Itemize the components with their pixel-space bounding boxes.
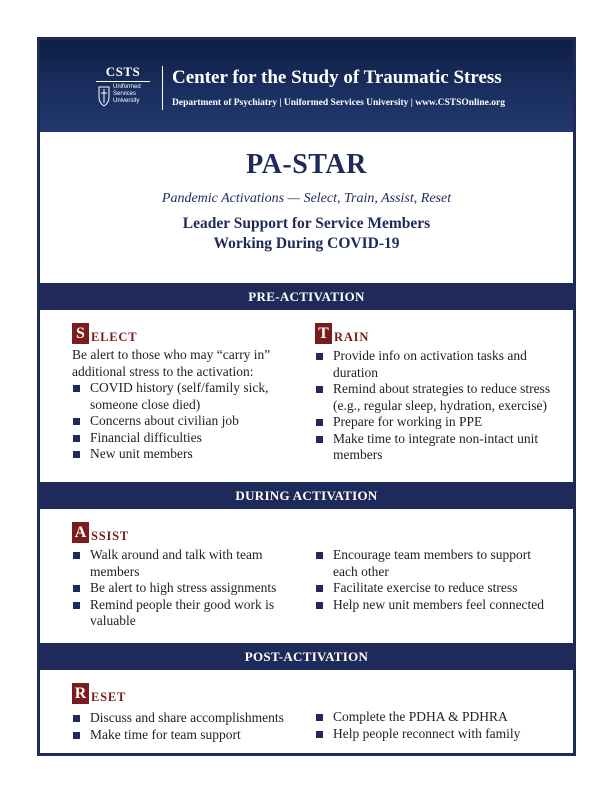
list-item: Prepare for working in PPE [315,414,553,431]
band-post-activation: POST-ACTIVATION [40,643,573,670]
assist-heading-rest: SSIST [91,529,130,543]
section-post-activation [40,670,573,753]
train-column [315,322,553,464]
band-during-activation: DURING ACTIVATION [40,482,573,509]
list-item: COVID history (self/family sick, someone close died) [72,380,287,413]
assist-initial: A [72,522,89,543]
flyer-frame [37,37,576,756]
train-heading [315,322,553,344]
list-item: Complete the PDHA & PDHRA [315,709,553,726]
list-item: Remind about strategies to reduce stress (e.g., regular sleep, hydration, exercise) [315,381,553,414]
train-list [315,348,553,464]
select-heading [72,322,287,344]
assist-heading [72,521,287,543]
train-heading-rest: RAIN [334,330,370,344]
list-item: Concerns about civilian job [72,413,287,430]
reset-column-right [315,709,553,742]
list-item: Walk around and talk with team members [72,547,287,580]
logo-text: CSTS [105,64,141,79]
reset-heading-rest: ESET [91,690,127,704]
reset-column-left [72,682,302,743]
org-title: Center for the Study of Traumatic Stress [172,67,502,88]
assist-list-right [315,547,553,613]
list-item: Discuss and share accomplishments [72,710,302,727]
band-pre-activation: PRE-ACTIVATION [40,283,573,310]
assist-list-left [72,547,287,630]
title-block [40,148,573,254]
list-item: Help new unit members feel connected [315,597,553,614]
list-item: Help people reconnect with family [315,726,553,743]
reset-heading [72,682,302,704]
assist-column-left [72,521,287,630]
select-column [72,322,287,463]
select-initial: S [72,323,89,344]
page-tagline: Leader Support for Service Members Working During COVID-19 [182,215,431,252]
select-heading-rest: ELECT [91,330,138,344]
usu-seal-icon [97,85,111,107]
list-item: Remind people their good work is valuable [72,597,287,630]
list-item: Financial difficulties [72,430,287,447]
org-subtitle: Department of Psychiatry | Uniformed Services University | www.CSTSOnline.org [172,98,505,108]
list-item: Provide info on activation tasks and duration [315,348,553,381]
assist-column-right [315,547,553,613]
csts-logo [94,64,152,112]
page-title: PA-STAR [246,149,367,180]
page-subtitle: Pandemic Activations — Select, Train, Assist, Reset [161,191,452,206]
list-item: Encourage team members to support each other [315,547,553,580]
list-item: Make time for team support [72,727,302,744]
select-intro: Be alert to those who may “carry in” additional stress to the activation: [72,347,271,379]
reset-list-right [315,709,553,742]
list-item: Make time to integrate non-intact unit members [315,431,553,464]
list-item: Be alert to high stress assignments [72,580,287,597]
train-initial: T [315,323,332,344]
list-item: New unit members [72,446,287,463]
section-pre-activation [40,310,573,482]
select-list [72,380,287,463]
reset-initial: R [72,683,89,704]
header-divider [162,66,163,110]
logo-caption: Uniformed Services University [113,84,141,104]
list-item: Facilitate exercise to reduce stress [315,580,553,597]
header-banner [40,40,573,132]
section-during-activation [40,509,573,643]
reset-list-left [72,710,302,743]
